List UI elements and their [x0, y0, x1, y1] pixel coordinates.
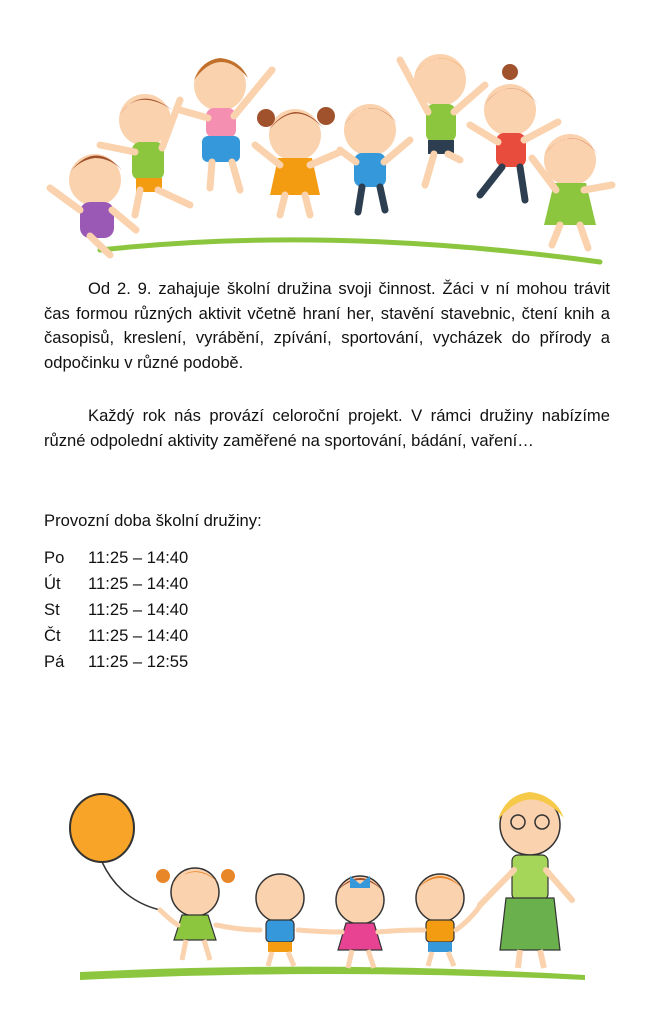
child-figure-6: [400, 54, 485, 185]
kid-figure-2: [256, 874, 304, 966]
hours-time: 11:25 – 14:40: [88, 600, 189, 619]
hours-time: 11:25 – 14:40: [88, 626, 189, 645]
intro-paragraph-text: Od 2. 9. zahajuje školní družina svoji činnost. Žáci v ní mohou trávit čas formou různých aktivit včetně hraní her, stavění stavebnic, čtení knih a časopisů, kreslení, vyrábění, zpívání, sportování, vycházek do přírody a odpočinku v různé podobě.: [44, 279, 610, 372]
balloon-icon: [70, 794, 160, 910]
hours-row: [44, 597, 188, 623]
opening-hours-title: Provozní doba školní družiny:: [44, 511, 262, 530]
child-figure-5: [340, 104, 410, 212]
hours-row: [44, 545, 188, 571]
hours-time: 11:25 – 14:40: [88, 548, 189, 567]
hours-time: 11:25 – 12:55: [88, 652, 189, 671]
hours-day: Út: [44, 574, 61, 593]
project-paragraph-text: Každý rok nás provází celoroční projekt. V rámci družiny nabízíme různé odpolední aktivity zaměřené na sportování, bádání, vaření…: [44, 406, 610, 450]
hours-day: St: [44, 600, 60, 619]
jumping-children-illustration: [40, 40, 620, 270]
opening-hours-list: [44, 545, 188, 675]
child-figure-3: [180, 58, 272, 190]
kid-figure-3: [336, 876, 384, 968]
child-figure-8: [532, 134, 612, 248]
hours-row: [44, 649, 188, 675]
hours-row: [44, 623, 188, 649]
hours-day: Pá: [44, 652, 65, 671]
child-figure-1: [50, 154, 136, 255]
hours-time: 11:25 – 14:40: [88, 574, 189, 593]
teacher-children-illustration: [60, 780, 600, 990]
teacher-figure: [480, 792, 572, 968]
hours-day: Čt: [44, 626, 61, 645]
child-figure-4: [255, 107, 340, 215]
hours-day: Po: [44, 548, 65, 567]
kid-figure-1: [156, 868, 235, 960]
intro-paragraph: [44, 277, 610, 375]
hours-row: [44, 571, 188, 597]
kid-figure-4: [416, 874, 464, 966]
project-paragraph: [44, 404, 610, 453]
